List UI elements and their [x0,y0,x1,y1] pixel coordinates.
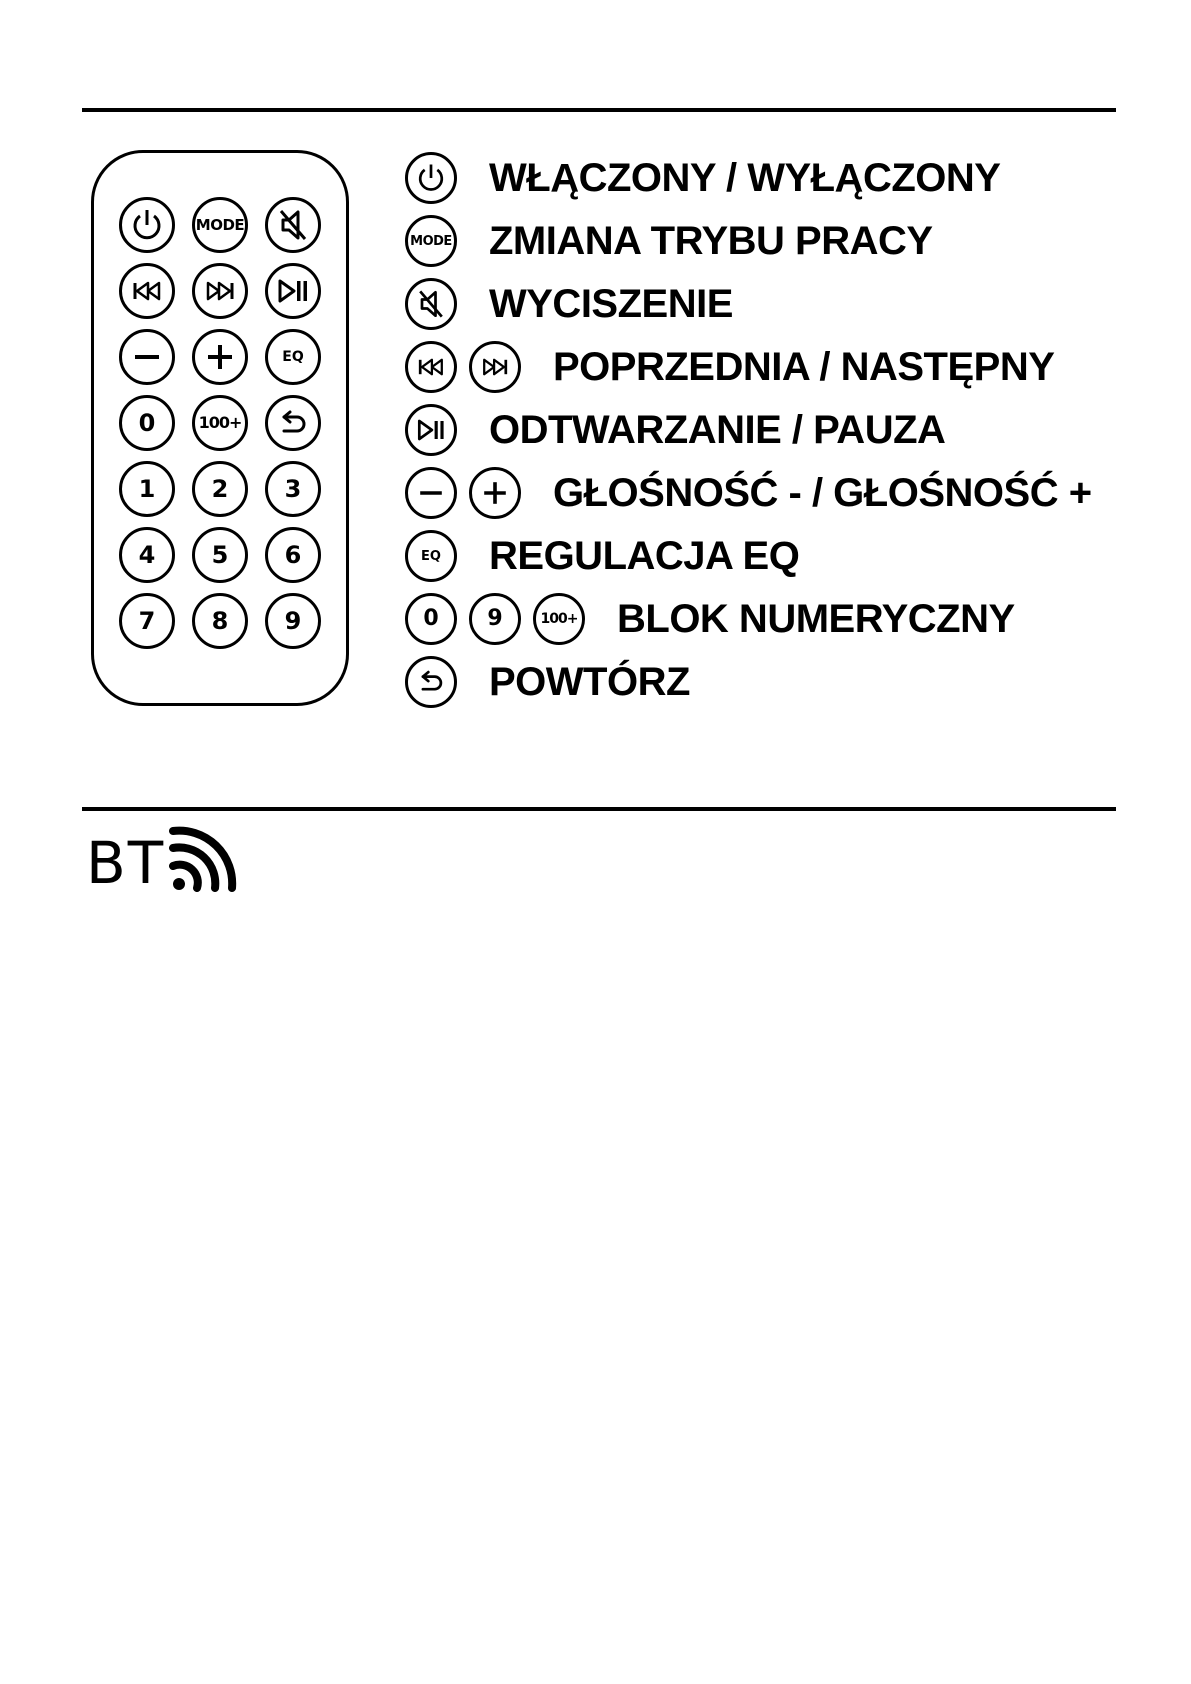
digit-label: 4 [138,541,156,569]
legend-previous-symbol [405,341,457,393]
legend-next-symbol [469,341,521,393]
legend-row-power [405,150,1000,206]
previous-icon [127,271,167,311]
remote-digit-8-button [192,593,248,649]
remote-mode-button [192,197,248,253]
digit-label: 5 [211,541,229,569]
remote-digit-0-button [119,395,175,451]
legend-repeat-symbol [405,656,457,708]
digit-label: 3 [284,475,302,503]
legend-row-previous-next [405,339,1054,395]
remote-eq-button [265,329,321,385]
minus-icon [127,337,167,377]
digit-label: 1 [138,475,156,503]
legend-row-volume [405,465,1092,521]
remote-digit-1-button [119,461,175,517]
remote-power-button [119,197,175,253]
digit-label: 7 [138,607,156,635]
remote-100-plus-button [192,395,248,451]
legend-100-plus-symbol [533,593,585,645]
remote-digit-3-button [265,461,321,517]
remote-mute-button [265,197,321,253]
remote-control [91,150,349,706]
legend-label: POPRZEDNIA / NASTĘPNY [553,344,1055,389]
legend-label: ODTWARZANIE / PAUZA [489,407,946,452]
plus-icon [200,337,240,377]
minus-icon [413,475,449,511]
remote-digit-6-button [265,527,321,583]
remote-repeat-button [265,395,321,451]
mute-icon [273,205,313,245]
legend-row-mode [405,213,933,269]
remote-volume-up-button [192,329,248,385]
legend-eq-symbol [405,530,457,582]
eq-label: EQ [421,548,441,564]
legend-label: REGULACJA EQ [489,533,800,578]
remote-next-button [192,263,248,319]
digit-label: 9 [487,606,503,631]
plus-100-label: 100+ [198,413,242,432]
power-icon [413,160,449,196]
legend-power-symbol [405,152,457,204]
digit-label: 0 [423,606,439,631]
digit-label: 9 [284,607,302,635]
plus-100-label: 100+ [540,611,578,627]
previous-icon [413,349,449,385]
legend-digit-9-symbol [469,593,521,645]
eq-label: EQ [282,349,304,365]
legend-row-play-pause [405,402,945,458]
remote-digit-9-button [265,593,321,649]
remote-digit-5-button [192,527,248,583]
plus-icon [477,475,513,511]
mode-label: MODE [195,215,245,234]
legend-mute-symbol [405,278,457,330]
play-pause-icon [413,412,449,448]
legend-volume-up-symbol [469,467,521,519]
repeat-icon [273,403,313,443]
digit-label: 8 [211,607,229,635]
mode-label: MODE [410,233,452,249]
remote-digit-7-button [119,593,175,649]
legend-label: POWTÓRZ [489,659,690,704]
power-icon [127,205,167,245]
legend-label: WŁĄCZONY / WYŁĄCZONY [489,155,1001,200]
legend-row-eq [405,528,799,584]
bt-logo [86,826,239,897]
legend-volume-down-symbol [405,467,457,519]
remote-digit-2-button [192,461,248,517]
top-divider [82,108,1116,112]
section-divider [82,807,1116,811]
legend-mode-symbol [405,215,457,267]
legend-label: GŁOŚNOŚĆ - / GŁOŚNOŚĆ + [553,470,1092,515]
legend-row-mute [405,276,733,332]
bluetooth-waves-icon [169,826,239,892]
legend-label: BLOK NUMERYCZNY [617,596,1015,641]
digit-label: 2 [211,475,229,503]
bt-logo-text: BT [86,829,166,897]
legend-play-pause-symbol [405,404,457,456]
play-pause-icon [273,271,313,311]
digit-label: 6 [284,541,302,569]
remote-volume-down-button [119,329,175,385]
legend-row-repeat [405,654,690,710]
remote-play-pause-button [265,263,321,319]
mute-icon [413,286,449,322]
remote-previous-button [119,263,175,319]
repeat-icon [413,664,449,700]
legend-digit-0-symbol [405,593,457,645]
legend-row-numeric [405,591,1015,647]
remote-digit-4-button [119,527,175,583]
legend-label: ZMIANA TRYBU PRACY [489,218,933,263]
next-icon [200,271,240,311]
digit-label: 0 [138,409,156,437]
next-icon [477,349,513,385]
legend-label: WYCISZENIE [489,281,733,326]
